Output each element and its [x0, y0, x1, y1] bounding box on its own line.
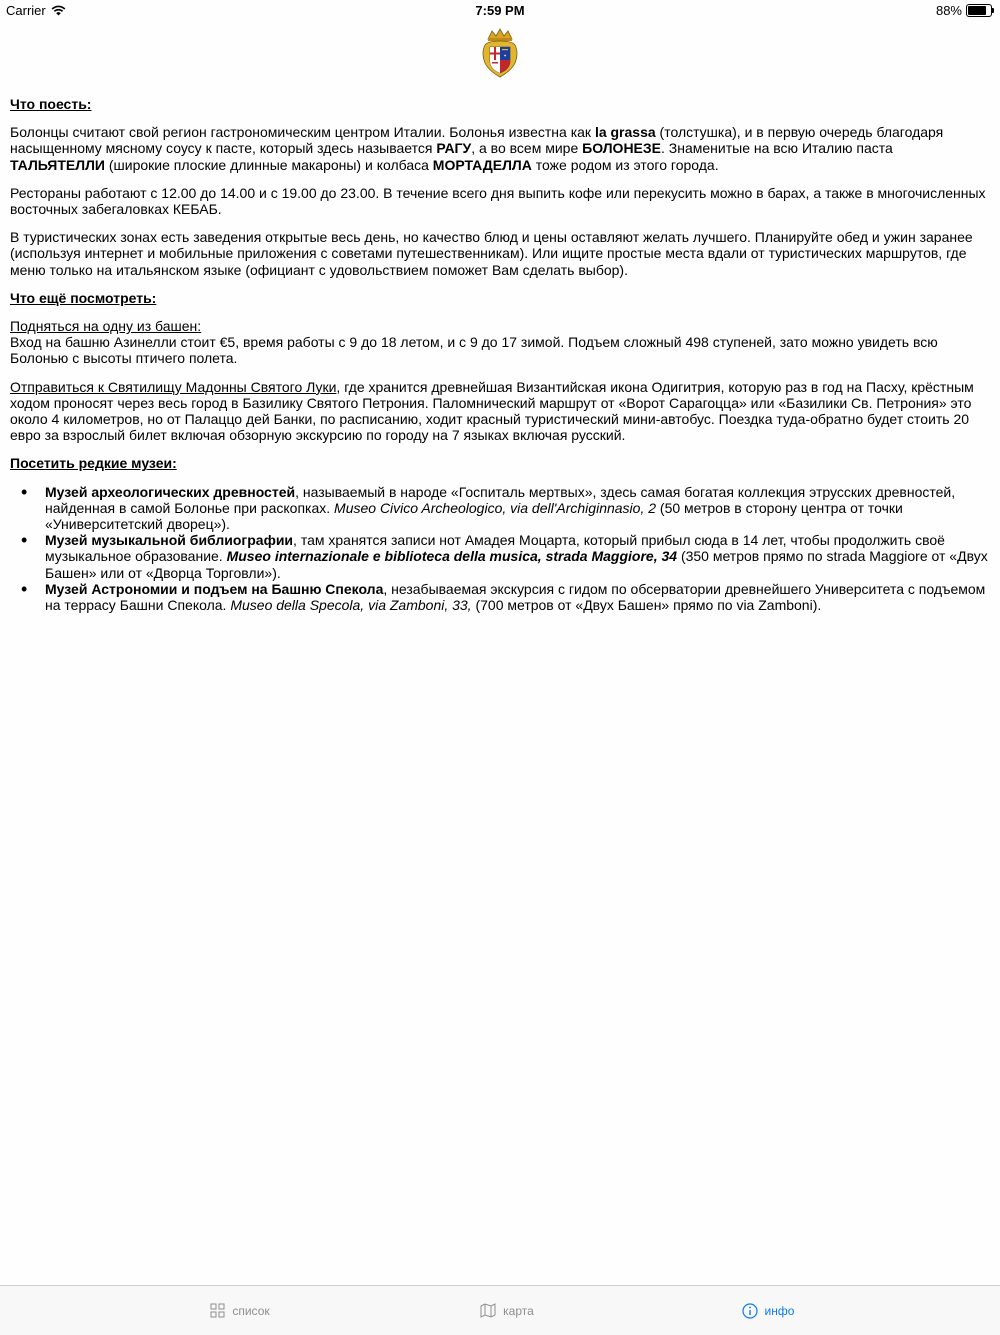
- tab-map-label: карта: [503, 1303, 534, 1318]
- info-icon: [742, 1303, 758, 1319]
- sanctuary-title: Отправиться к Святилищу Мадонны Святого Луки: [10, 378, 337, 395]
- grid-icon: [210, 1303, 225, 1318]
- svg-text:✦: ✦: [503, 53, 507, 58]
- towers-title: Подняться на одну из башен:: [10, 318, 202, 335]
- museum-address: Museo internazionale e biblioteca della musica, strada Maggiore, 34: [226, 548, 678, 565]
- tab-bar: [0, 1285, 1000, 1335]
- heading-what-to-eat: Что поесть:: [10, 96, 92, 112]
- status-bar: [0, 0, 1000, 22]
- museum-name: Музей Астрономии и подъем на Башню Спекола: [45, 580, 384, 597]
- paragraph-tourist-zones: В туристических зонах есть заведения открытые весь день, но качество блюд и цены оставляют желать лучшего. Планируйте обед и ужин заранее (используя интернет и мобильные приложения с советами путешественникам). Или ищите простые места вдали от туристических маршрутов, где меню только на итальянском языке (официант с удовольствием поможет Вам сделать выбор).: [10, 229, 973, 278]
- status-time: 7:59 PM: [475, 3, 525, 18]
- paragraph-restaurant-hours: Рестораны работают с 12.00 до 14.00 и с 19.00 до 23.00. В течение всего дня выпить кофе или перекусить можно в барах, а также в многочисленных восточных забегаловках КЕБАБ.: [10, 184, 986, 218]
- museum-address: Museo della Specola, via Zamboni, 33,: [230, 597, 472, 614]
- bologna-coat-of-arms-logo: [480, 27, 520, 79]
- paragraph-cuisine: Болонцы считают свой регион гастрономическим центром Италии. Болонья известна как la grassa (толстушка), и в первую очередь благодаря насыщенному мясному соусу к пасте, который здесь называется РАГУ, а во всем мире БОЛОНЕЗЕ. Знаменитые на всю Италию паста ТАЛЬЯТЕЛЛИ (широкие плоские длинные макароны) и колбаса МОРТАДЕЛЛА тоже родом из этого города.: [10, 124, 944, 173]
- list-item: • Музей музыкальной библиографии, там хранятся записи нот Амадея Моцарта, который прибыл сюда в 14 лет, чтобы продолжить своё музыкальное образование. Museo internazionale e biblioteca della musica, strada Maggiore, 34 (350 метров прямо по strada Maggiore от «Двух Башен» или от «Дворца Торговли»).: [45, 532, 990, 581]
- tab-map[interactable]: [477, 1286, 537, 1335]
- battery-icon: [966, 4, 992, 17]
- museum-address: Museo Civico Archeologico, via dell'Archiginnasio, 2: [334, 499, 657, 516]
- museum-name: Музей музыкальной библиографии: [45, 532, 294, 549]
- tab-list[interactable]: [205, 1286, 275, 1335]
- map-icon: [480, 1303, 496, 1318]
- carrier-label: Carrier: [6, 3, 46, 18]
- list-item: • Музей археологических древностей, называемый в народе «Госпиталь мертвых», здесь самая богатая коллекция этрусских древностей, найденная в самой Болонье при раскопках. Museo Civico Archeologico, via dell'Archiginnasio, 2 (50 метров в сторону центра от точки «Университетский дворец»).: [45, 484, 990, 533]
- list-item: • Музей Астрономии и подъем на Башню Спекола, незабываемая экскурсия с гидом по обсерватории древнейшего Университета с подъемом на террасу Башни Спекола. Museo della Specola, via Zamboni, 33, (700 метров от «Двух Башен» прямо по via Zamboni).: [45, 581, 990, 613]
- museum-list: [10, 484, 990, 614]
- tab-list-label: список: [232, 1303, 270, 1318]
- battery-level: [968, 6, 986, 15]
- museum-name: Музей археологических древностей: [45, 483, 296, 500]
- paragraph-sanctuary: Отправиться к Святилищу Мадонны Святого Луки, где хранится древнейшая Византийская икона Одигитрия, которую раз в год на Пасху, крёстным ходом проносят через весь город в Базилику Святого Петрония. Паломнический маршрут от «Ворот Сарагоцца» или «Базилики Св. Петрония» это около 4 километров, но от Палаццо дей Банки, по расписанию, ходит красный туристический мини-автобус. Поездка туда-обратно будет стоить 20 евро за взрослый билет включая обзорную экскурсию по городу на 7 языках включая русский.: [10, 378, 974, 444]
- heading-what-to-see: Что ещё посмотреть:: [10, 289, 157, 306]
- tab-info[interactable]: [738, 1286, 798, 1335]
- battery-percent: 88%: [935, 3, 962, 18]
- heading-museums: Посетить редкие музеи:: [10, 455, 177, 472]
- paragraph-towers: Подняться на одну из башен: Вход на башню Азинелли стоит €5, время работы с 9 до 18 летом, и с 9 до 17 зимой. Подъем сложный 498 ступеней, зато можно увидеть всю Болонью с высоты птичего полета.: [10, 318, 938, 367]
- tab-info-label: инфо: [764, 1303, 795, 1318]
- info-content: [10, 96, 990, 613]
